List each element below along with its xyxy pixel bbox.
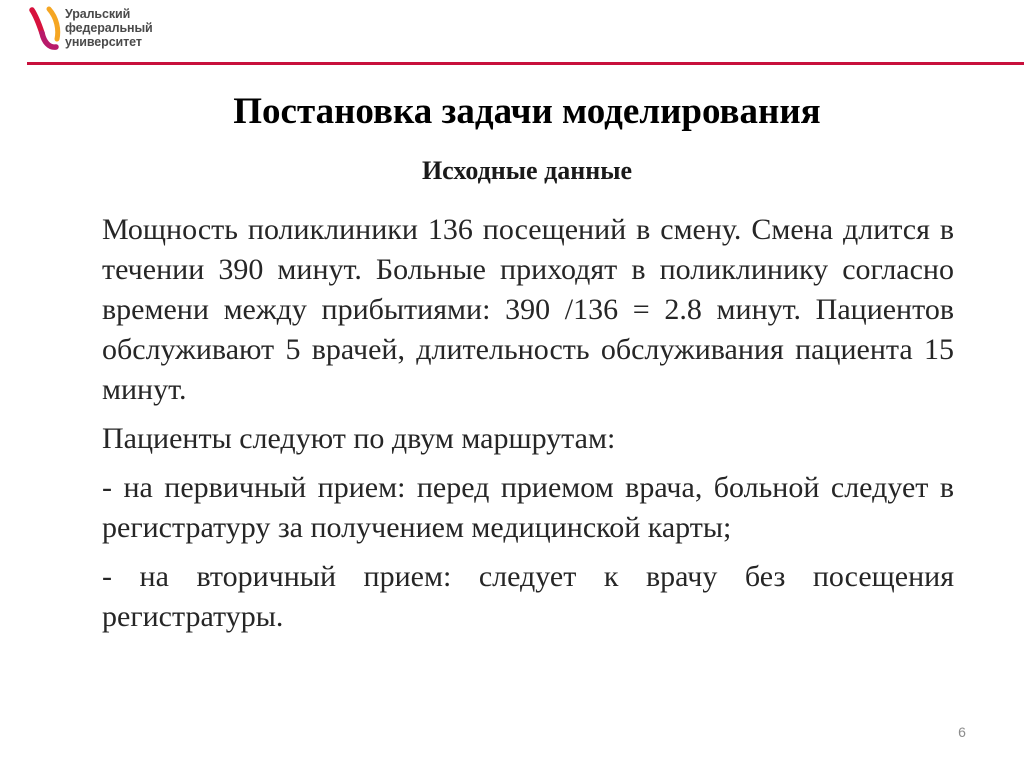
logo-text [65,7,153,49]
paragraph-routes-intro: Пациенты следуют по двум маршрутам: [102,422,616,455]
paragraph-primary-route: - на первичный прием: перед приемом врача, больной следует в регистратуру за получением медицинской карты; [102,471,954,544]
slide-title: Постановка задачи моделирования [233,91,821,132]
logo-line-2: федеральный [65,21,153,35]
slide-subtitle: Исходные данные [421,156,633,185]
slide-body [102,210,954,646]
page-number: 6 [958,724,966,740]
header-divider [27,62,1024,65]
paragraph-capacity: Мощность поликлиники 136 посещений в смену. Смена длится в течении 390 минут. Больные приходят в поликлинику согласно времени между прибытиями: 390 /136 = 2.8 минут. Пациентов обслуживают 5 врачей, длительность обслуживания пациента 15 минут. [102,213,954,406]
university-logo [29,6,189,56]
urfu-logo-icon [29,6,63,54]
logo-line-1: Уральский [65,7,131,21]
paragraph-secondary-route: - на вторичный прием: следует к врачу без посещения регистратуры. [102,560,954,633]
logo-line-3: университет [65,35,142,49]
